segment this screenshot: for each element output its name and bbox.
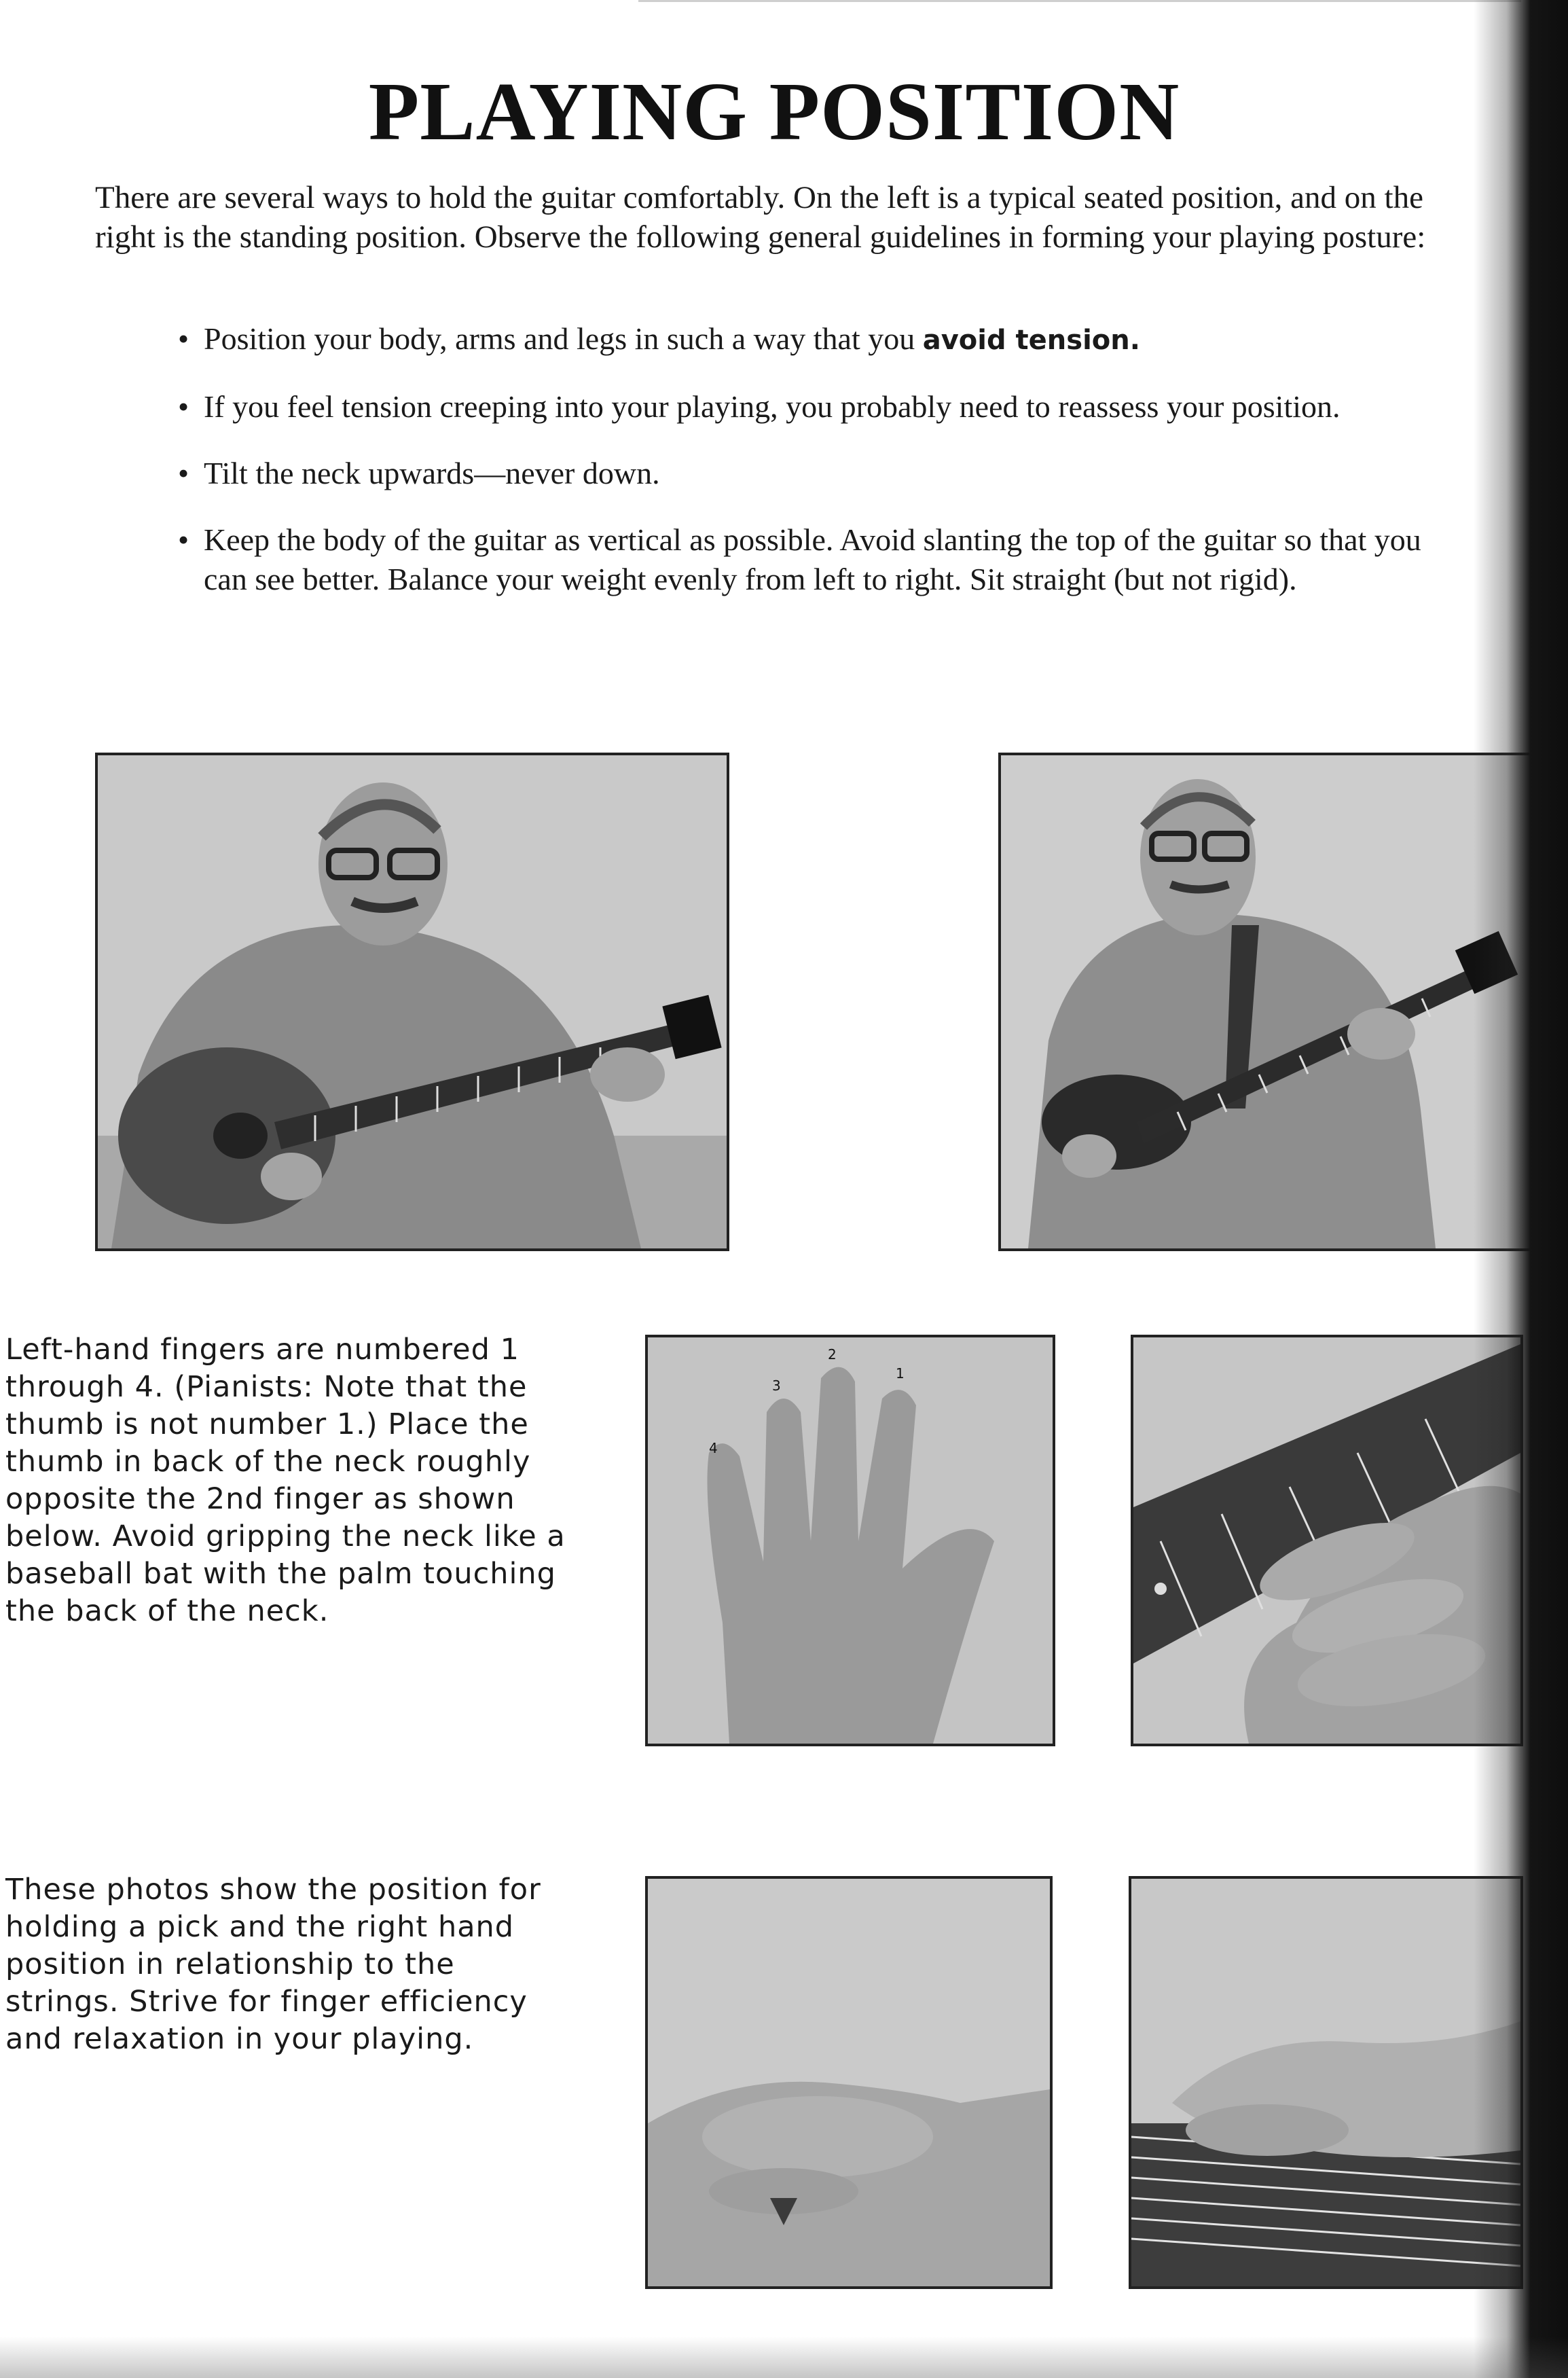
seated-position-photo [95,753,729,1251]
left-hand-fingers-photo [645,1335,1055,1746]
left-hand-caption: Left-hand fingers are numbered 1 through 4. (Pianists: Note that the thumb is not number 1.) Place the thumb in back of the neck roughly opposite the 2nd finger as shown below. Avoid gripping the neck like a baseball bat with the palm touching the back of the neck. [5,1333,566,1628]
guideline-item: • Keep the body of the guitar as vertical as possible. Avoid slanting the top of the guitar so that you can see better. Balance your weight evenly from left to right. Sit straight (but not rigid). [178,522,1421,596]
right-hand-caption: These photos show the position for holding a pick and the right hand position in relationship to the strings. Strive for finger efficiency and relaxation in your playing. [5,1873,541,2056]
right-hand-strings-photo [1129,1876,1523,2289]
finger-number-4: 4 [709,1440,718,1456]
thumb-behind-neck-photo [1131,1335,1523,1746]
guideline-item: • Position your body, arms and legs in such a way that you avoid tension. [178,321,1140,356]
pick-hold-photo [645,1876,1053,2289]
guideline-text: Keep the body of the guitar as vertical as possible. Avoid slanting the top of the guitar so that you can see better. Balance your weight evenly from left to right. Sit straight (but not rigid). [204,522,1421,596]
guideline-text: Tilt the neck upwards—never down. [204,456,660,490]
standing-position-photo [998,753,1547,1251]
intro-paragraph: There are several ways to hold the guitar comfortably. On the left is a typical seated position, and on the right is the standing position. Observe the following general guidelines in forming your playing posture: [95,180,1426,255]
guideline-item: • If you feel tension creeping into your playing, you probably need to reassess your position. [178,389,1341,424]
finger-number-3: 3 [772,1377,781,1394]
guideline-text: Position your body, arms and legs in such a way that you [204,321,923,356]
top-page-edge [638,0,1521,2]
guideline-item: • Tilt the neck upwards—never down. [178,456,660,490]
guideline-text: If you feel tension creeping into your playing, you probably need to reassess your position. [204,389,1341,424]
bottom-page-shadow [0,2337,1568,2378]
book-spine-shadow [1474,0,1568,2378]
finger-number-1: 1 [896,1365,905,1382]
guidelines-list [178,319,1461,626]
guideline-emphasis: avoid tension. [922,325,1140,356]
page-title: PLAYING POSITION [368,66,1180,158]
finger-number-2: 2 [828,1346,837,1363]
